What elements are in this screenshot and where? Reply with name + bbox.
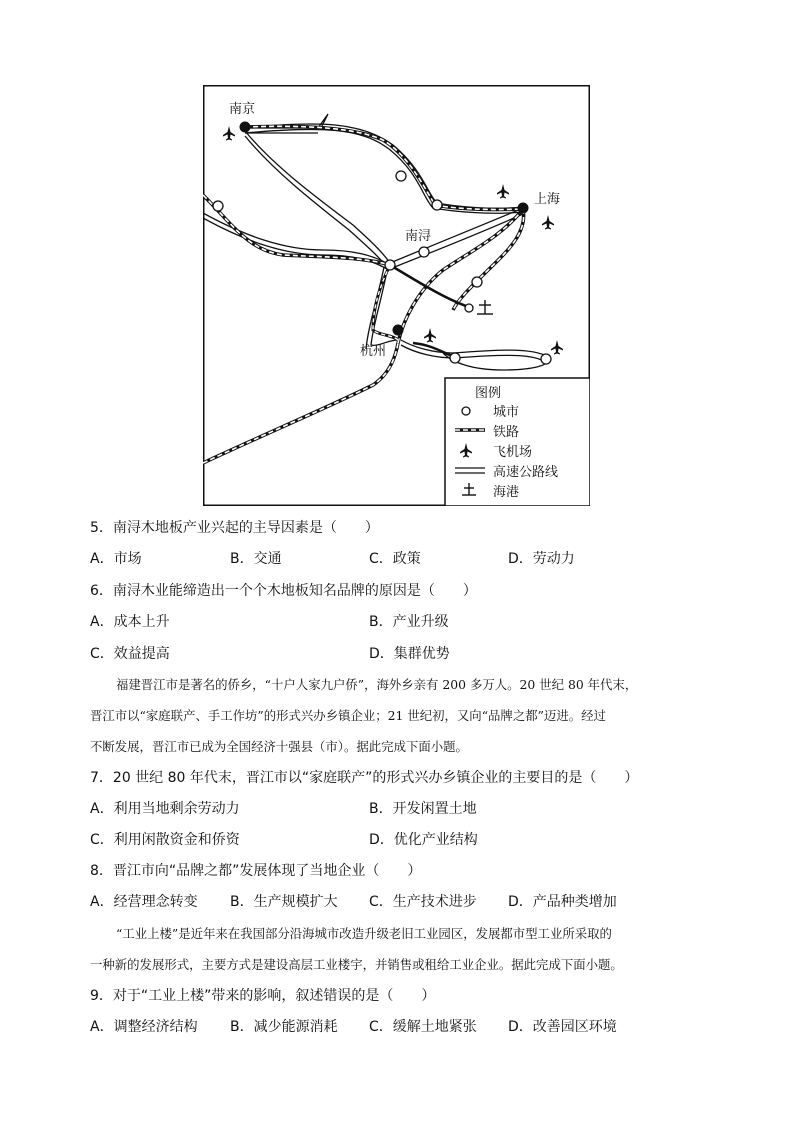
q7-option-b[interactable]: B．开发闲置土地 — [369, 801, 477, 817]
q6-option-d[interactable]: D．集群优势 — [369, 646, 450, 662]
legend-title: 图例 — [475, 386, 502, 401]
city-label-hangzhou: 杭州 — [360, 344, 387, 359]
material-2-line-1: “工业上楼”是近年来在我国部分沿海城市改造升级老旧工业园区，发展都市型工业所采取的 — [116, 926, 612, 941]
map-legend — [445, 378, 590, 506]
q8-option-a[interactable]: A．经营理念转变 — [90, 894, 198, 910]
q5-option-d[interactable]: D．劳动力 — [508, 551, 575, 567]
legend-item-airport: 飞机场 — [493, 445, 533, 460]
q7-option-c[interactable]: C．利用闲散资金和侨资 — [90, 832, 240, 848]
q9-option-b[interactable]: B．减少能源消耗 — [230, 1019, 338, 1035]
city-dot-shanghai — [518, 203, 529, 214]
legend-item-city: 城市 — [493, 405, 520, 420]
legend-item-seaport: 海港 — [493, 485, 520, 500]
legend-item-railway: 铁路 — [493, 425, 520, 440]
question-9-stem: 9．对于“工业上楼”带来的影响，叙述错误的是（ ） — [90, 988, 436, 1004]
q8-option-b[interactable]: B．生产规模扩大 — [230, 894, 338, 910]
q5-option-b[interactable]: B．交通 — [230, 551, 282, 567]
q9-option-a[interactable]: A．调整经济结构 — [90, 1019, 198, 1035]
q8-option-d[interactable]: D．产品种类增加 — [508, 894, 617, 910]
material-1-line-3: 不断发展，晋江市已成为全国经济十强县（市）。据此完成下面小题。 — [90, 739, 468, 754]
q7-option-a[interactable]: A．利用当地剩余劳动力 — [90, 801, 240, 817]
q5-option-c[interactable]: C．政策 — [369, 551, 421, 567]
q9-option-d[interactable]: D．改善园区环境 — [508, 1019, 617, 1035]
question-5-stem: 5．南浔木地板产业兴起的主导因素是（ ） — [90, 520, 379, 536]
material-2-line-2: 一种新的发展形式，主要方式是建设高层工业楼宇，并销售或租给工业企业。据此完成下面小题。 — [90, 957, 623, 972]
q6-option-a[interactable]: A．成本上升 — [90, 614, 170, 630]
question-8-stem: 8．晋江市向“品牌之都”发展体现了当地企业（ ） — [90, 863, 422, 879]
legend-city-icon — [462, 407, 470, 415]
q6-option-c[interactable]: C．效益提高 — [90, 646, 170, 662]
q8-option-c[interactable]: C．生产技术进步 — [369, 894, 477, 910]
material-1-line-1: 福建晋江市是著名的侨乡，“十户人家九户侨”，海外乡亲有 200 多万人。20 世纪 80 年代末， — [116, 677, 638, 692]
q6-option-b[interactable]: B．产业升级 — [369, 614, 449, 630]
q5-option-a[interactable]: A．市场 — [90, 551, 142, 567]
city-dot-nanjing — [240, 122, 251, 133]
city-dot-hangzhou — [393, 325, 404, 336]
city-label-nanxun: 南浔 — [405, 229, 432, 244]
city-label-shanghai: 上海 — [534, 192, 561, 207]
q9-option-c[interactable]: C．缓解土地紧张 — [369, 1019, 477, 1035]
q7-option-d[interactable]: D．优化产业结构 — [369, 832, 478, 848]
material-1-line-2: 晋江市以“家庭联产、手工作坊”的形式兴办乡镇企业；21 世纪初，又向“品牌之都”迈进。经过 — [90, 708, 606, 723]
legend-item-highway: 高速公路线 — [493, 465, 559, 480]
question-6-stem: 6．南浔木业能缔造出一个个木地板知名品牌的原因是（ ） — [90, 583, 477, 599]
question-7-stem: 7．20 世纪 80 年代末，晋江市以“家庭联产”的形式兴办乡镇企业的主要目的是（ ） — [90, 770, 639, 786]
city-label-nanjing: 南京 — [229, 102, 256, 117]
regional-map — [203, 85, 590, 506]
